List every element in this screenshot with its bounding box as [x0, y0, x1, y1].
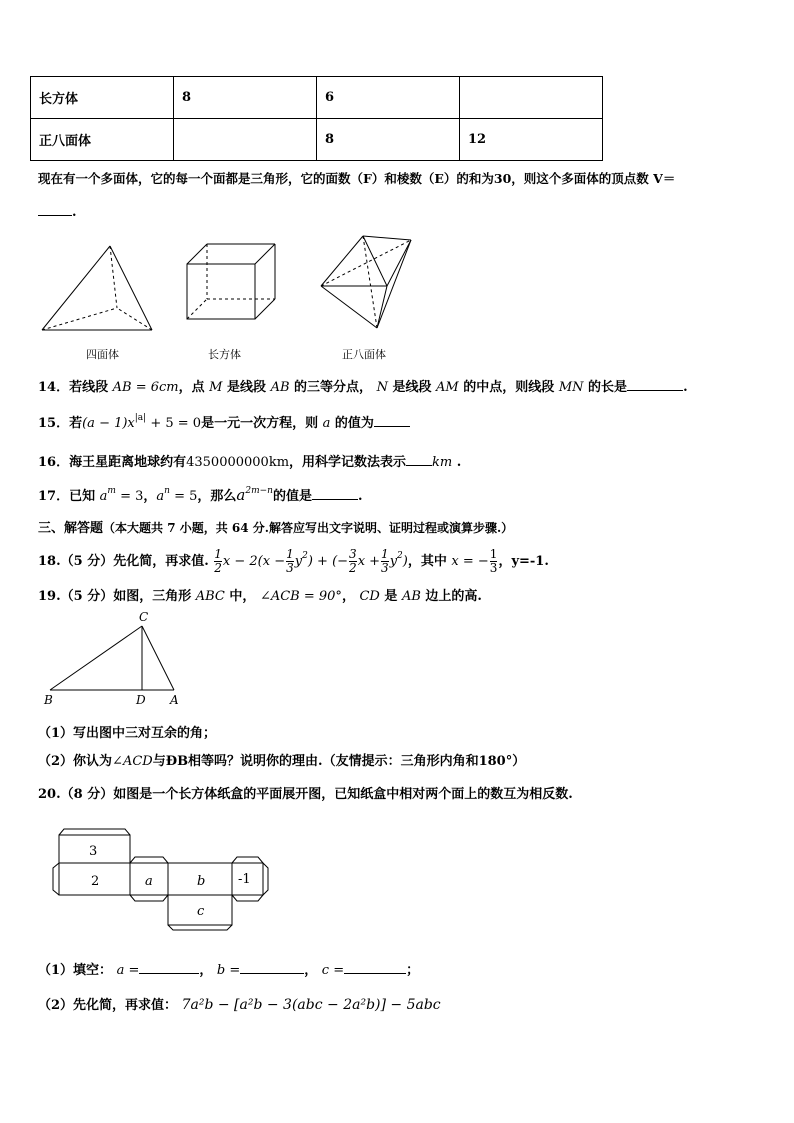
q17-text: 已知	[69, 489, 96, 504]
label-c: C	[139, 610, 149, 624]
q17-expr: a	[156, 489, 165, 504]
q20-text: （2）先化简，再求值：	[38, 998, 178, 1013]
q20-text: ；	[406, 963, 420, 978]
q19-text: ，	[341, 589, 355, 604]
q20-b-label: b =	[216, 963, 241, 978]
table-cell	[174, 119, 317, 161]
net-face-b: b	[197, 874, 206, 889]
question-number: 14．	[38, 380, 70, 395]
fraction: $\frac{3}{2}$	[349, 547, 357, 575]
box-net-figure	[48, 825, 278, 935]
q16-text: 海王星距离地球约有	[69, 455, 187, 470]
table-row	[31, 77, 603, 119]
period: .	[456, 455, 462, 470]
table-cell: 正八面体	[31, 119, 174, 161]
q15-text: 的值为	[334, 416, 374, 431]
q18-expr: y	[294, 554, 303, 569]
q20-sub2	[38, 994, 441, 1013]
answer-blank[interactable]	[374, 413, 410, 427]
q15-exponent: |a|	[134, 413, 147, 423]
question-15	[38, 412, 410, 431]
question-number: 20.	[38, 787, 61, 802]
q19-abc: ABC	[195, 589, 225, 604]
q20-sub1: （1）填空： a = ， b = ， c = ；	[38, 959, 419, 978]
answer-blank[interactable]	[38, 202, 72, 216]
question-number: 19.	[38, 589, 61, 604]
q18-expr: y	[389, 554, 398, 569]
table-cell	[460, 77, 603, 119]
table-cell: 长方体	[31, 77, 174, 119]
tetrahedron-figure	[42, 246, 152, 330]
question-19	[38, 585, 482, 604]
q19-angle: ∠ACD	[112, 754, 153, 769]
net-face-neg1: -1	[238, 872, 251, 887]
q14-text: 是线段	[227, 380, 267, 395]
polyhedra-table	[30, 76, 603, 161]
q16-value: 4350000000km	[186, 455, 290, 470]
q14-text: 是线段	[392, 380, 432, 395]
q17-exponent: n	[164, 486, 170, 496]
question-number: 18.	[38, 554, 61, 569]
q14-text: ，点	[178, 380, 205, 395]
tetrahedron-label: 四面体	[86, 349, 119, 361]
q15-text: 是一元一次方程，则	[201, 416, 319, 431]
q18-text: ，y=-1.	[498, 554, 549, 569]
answer-blank[interactable]	[406, 452, 432, 466]
period: .	[683, 380, 688, 395]
fraction: $\frac{1}{2}$	[214, 547, 222, 575]
q14-text: 的中点，则线段	[463, 380, 555, 395]
question-number: 17．	[38, 489, 70, 504]
net-face-2: 2	[91, 874, 100, 889]
table-row	[31, 119, 603, 161]
q20-a-label: a =	[116, 963, 140, 978]
question-number: 16．	[38, 455, 70, 470]
octahedron-figure	[321, 236, 411, 328]
q19-sub2	[38, 750, 525, 769]
net-face-c: c	[197, 904, 205, 919]
q19-text: 是	[384, 589, 398, 604]
answer-blank[interactable]	[240, 960, 304, 974]
question-18	[38, 542, 549, 576]
table-cell: 8	[317, 119, 460, 161]
q17-expr: a	[236, 486, 246, 504]
section-note: （本大题共 7 小题，共 64 分.解答应写出文字说明、证明过程或演算步骤.）	[103, 521, 514, 535]
q17-text: ，那么	[197, 489, 237, 504]
answer-blank[interactable]	[627, 377, 683, 391]
q17-text: 的值是	[272, 489, 312, 504]
table-cell: 12	[460, 119, 603, 161]
q20-text: （8 分）如图是一个长方体纸盒的平面展开图，已知纸盒中相对两个面上的数互为相反数.	[60, 787, 573, 802]
q18-text: （5 分）先化简，再求值.	[60, 554, 209, 569]
q20-c-label: c =	[321, 963, 345, 978]
fraction: $\frac{1}{3}$	[381, 547, 389, 575]
period: .	[72, 205, 77, 220]
q14-ab2: AB	[270, 380, 290, 395]
q18-expr: x = −	[451, 554, 489, 569]
q20-text: （1）填空：	[38, 963, 113, 978]
q14-ab: AB = 6cm	[112, 380, 179, 395]
question-number: 15．	[38, 416, 70, 431]
q16-text: ，用科学记数法表示	[289, 455, 407, 470]
q18-expr: ) + (−	[307, 554, 349, 569]
answer-blank[interactable]	[344, 960, 406, 974]
period: .	[358, 489, 363, 504]
q19-text: （2）你认为	[38, 754, 113, 769]
question-17	[38, 485, 363, 504]
q15-expr: (a − 1)x	[82, 416, 135, 431]
label-b: B	[44, 693, 53, 707]
q19-text: 边上的高.	[425, 589, 482, 604]
q15-text: 若	[69, 416, 83, 431]
q15-expr: + 5 = 0	[146, 416, 202, 431]
q19-text: （5 分）如图，三角形	[60, 589, 192, 604]
section-title: 三、解答题	[38, 521, 104, 536]
answer-blank[interactable]	[139, 960, 199, 974]
question-16	[38, 451, 461, 470]
q19-ab: AB	[401, 589, 421, 604]
table-cell: 6	[317, 77, 460, 119]
q16-unit: km	[432, 455, 453, 470]
octahedron-label: 正八面体	[342, 349, 386, 361]
q18-exponent: 2	[302, 551, 308, 561]
q14-m: M	[209, 380, 223, 395]
q17-text: ，	[143, 489, 157, 504]
intro-line: 现在有一个多面体，它的每一个面都是三角形，它的面数（F）和棱数（E）的和为30，则这个多面体的顶点数 V＝	[38, 171, 676, 186]
q14-text: 的三等分点，	[294, 380, 373, 395]
q17-expr: = 5	[169, 489, 198, 504]
section-heading	[38, 517, 513, 536]
q14-text: 的长是	[588, 380, 628, 395]
q20-expression: 7a²b − [a²b − 3(abc − 2a²b)] − 5abc	[181, 997, 441, 1013]
label-a: A	[170, 693, 179, 707]
q14-n: N	[376, 380, 388, 395]
triangle-figure	[40, 608, 200, 708]
fraction: $\frac{1}{3}$	[489, 547, 498, 575]
q19-angle: ∠ACB = 90°	[259, 589, 342, 604]
q17-expr: a	[99, 489, 108, 504]
q19-sub1: （1）写出图中三对互余的角；	[38, 726, 217, 741]
q19-cd: CD	[359, 589, 380, 604]
cuboid-label: 长方体	[208, 349, 241, 361]
intro-answer-line	[38, 202, 77, 220]
question-14	[38, 376, 688, 395]
fraction: $\frac{1}{3}$	[286, 547, 294, 575]
q18-expr: x +	[357, 554, 381, 569]
question-20	[38, 783, 573, 802]
q17-exponent: m	[107, 486, 116, 496]
q17-exponent: 2m−n	[245, 486, 273, 496]
q14-mn: MN	[558, 380, 584, 395]
net-face-3: 3	[89, 844, 98, 859]
table-cell: 8	[174, 77, 317, 119]
q14-am: AM	[436, 380, 459, 395]
q18-expr: x − 2(x −	[222, 554, 286, 569]
q19-text: 中，	[229, 589, 256, 604]
q14-text: 若线段	[69, 380, 109, 395]
q19-text: 与ÐB相等吗？说明你的理由.（友情提示：三角形内角和180°）	[152, 754, 526, 769]
q15-a: a	[322, 416, 331, 431]
q18-text: ，其中	[407, 554, 447, 569]
q17-expr: = 3	[115, 489, 144, 504]
q18-expr: )	[402, 554, 408, 569]
q18-exponent: 2	[397, 551, 403, 561]
net-face-a: a	[145, 874, 153, 889]
polyhedra-figures	[35, 228, 435, 338]
label-d: D	[136, 693, 146, 707]
answer-blank[interactable]	[312, 486, 358, 500]
cuboid-figure	[187, 244, 275, 319]
